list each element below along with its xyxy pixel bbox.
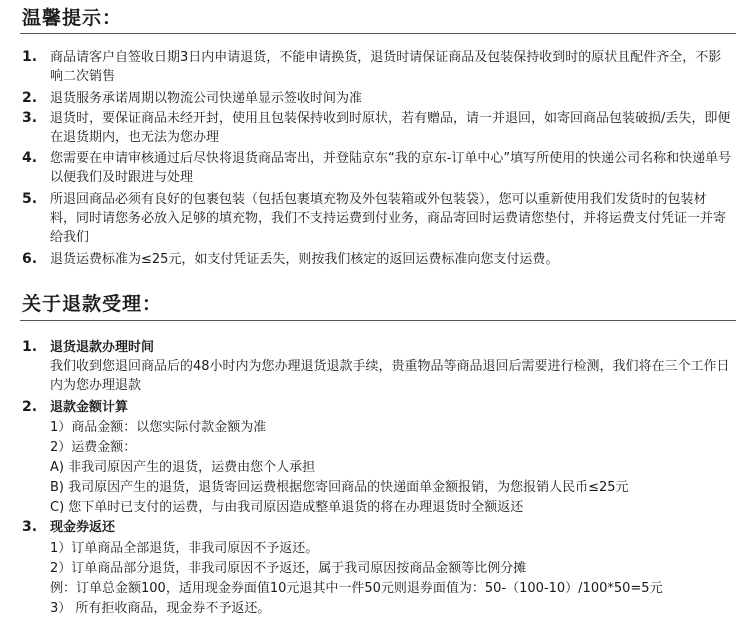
tips-item-1 [22, 48, 732, 86]
coupon-line-4: 3） 所有拒收商品，现金券不予返还。 [50, 601, 271, 616]
tips-divider [20, 33, 736, 34]
tips-item-number: 1. [22, 49, 38, 65]
tips-item-5 [22, 190, 732, 247]
refund-amount-line-3: A) 非我司原因产生的退货，运费由您个人承担 [50, 460, 316, 475]
refund-section-number: 3. [22, 519, 38, 535]
refund-title: 关于退款受理： [22, 293, 163, 315]
refund-section-body: 我们收到您退回商品后的48小时内为您办理退货退款手续，贵重物品等商品退回后需要进行检测，我们将在三个工作日内为您办理退款 [50, 359, 730, 393]
refund-section-number: 2. [22, 399, 38, 415]
refund-amount-line-5: C) 您下单时已支付的运费，与由我司原因造成整单退货的将在办理退货时全额返还 [50, 500, 524, 515]
tips-item-number: 6. [22, 251, 38, 267]
tips-item-text: 退货服务承诺周期以物流公司快递单显示签收时间为准 [50, 91, 363, 106]
coupon-line-3: 例：订单总金额100，适用现金券面值10元退其中一件50元则退券面值为：50-（100-10）/100*50=5元 [50, 581, 663, 596]
tips-item-4 [22, 149, 732, 187]
coupon-line-1: 1）订单商品全部退货，非我司原因不予返还。 [50, 541, 319, 556]
refund-section-3 [22, 518, 732, 537]
tips-item-text: 退货时，要保证商品未经开封，使用且包装保持收到时原状，若有赠品，请一并退回，如寄回商品包装破损/丢失，即便在退货期内，也无法为您办理 [50, 111, 731, 145]
tips-item-number: 3. [22, 110, 38, 126]
tips-item-text: 退货运费标准为≤25元，如支付凭证丢失，则按我们核定的返回运费标准向您支付运费。 [50, 252, 559, 267]
refund-section-1 [22, 338, 732, 395]
tips-item-text: 商品请客户自签收日期3日内申请退货，不能申请换货，退货时请保证商品及包装保持收到时的原状且配件齐全，不影响二次销售 [50, 50, 722, 84]
refund-section-2 [22, 398, 732, 417]
tips-item-text: 您需要在申请审核通过后尽快将退货商品寄出，并登陆京东“我的京东-订单中心”填写所使用的快递公司名称和快递单号以便我们及时跟进与处理 [50, 151, 732, 185]
refund-amount-line-2: 2）运费金额： [50, 440, 137, 455]
refund-amount-line-1: 1）商品金额：以您实际付款金额为准 [50, 420, 267, 435]
tips-item-number: 4. [22, 150, 38, 166]
tips-item-number: 5. [22, 191, 38, 207]
refund-section-number: 1. [22, 339, 38, 355]
tips-item-3 [22, 109, 732, 147]
refund-amount-line-4: B) 我司原因产生的退货，退货寄回运费根据您寄回商品的快递面单金额报销，为您报销人民币≤25元 [50, 480, 629, 495]
tips-title: 温馨提示： [22, 7, 123, 29]
refund-section-heading: 退货退款办理时间 [50, 340, 155, 355]
tips-item-text: 所退回商品必须有良好的包裹包装（包括包裹填充物及外包装箱或外包装袋），您可以重新使用我们发货时的包装材料，同时请您务必放入足够的填充物，我们不支持运费到付业务，商品寄回时运费请您垫付，并将运费支付凭证一并寄给我们 [50, 192, 727, 245]
tips-item-6 [22, 250, 732, 269]
tips-item-2 [22, 89, 732, 108]
tips-item-number: 2. [22, 90, 38, 106]
coupon-line-2: 2）订单商品部分退货，非我司原因不予返还，属于我司原因按商品金额等比例分摊 [50, 561, 527, 576]
refund-section-heading: 现金券返还 [50, 520, 116, 535]
refund-section-heading: 退款金额计算 [50, 400, 129, 415]
refund-divider [20, 320, 736, 321]
